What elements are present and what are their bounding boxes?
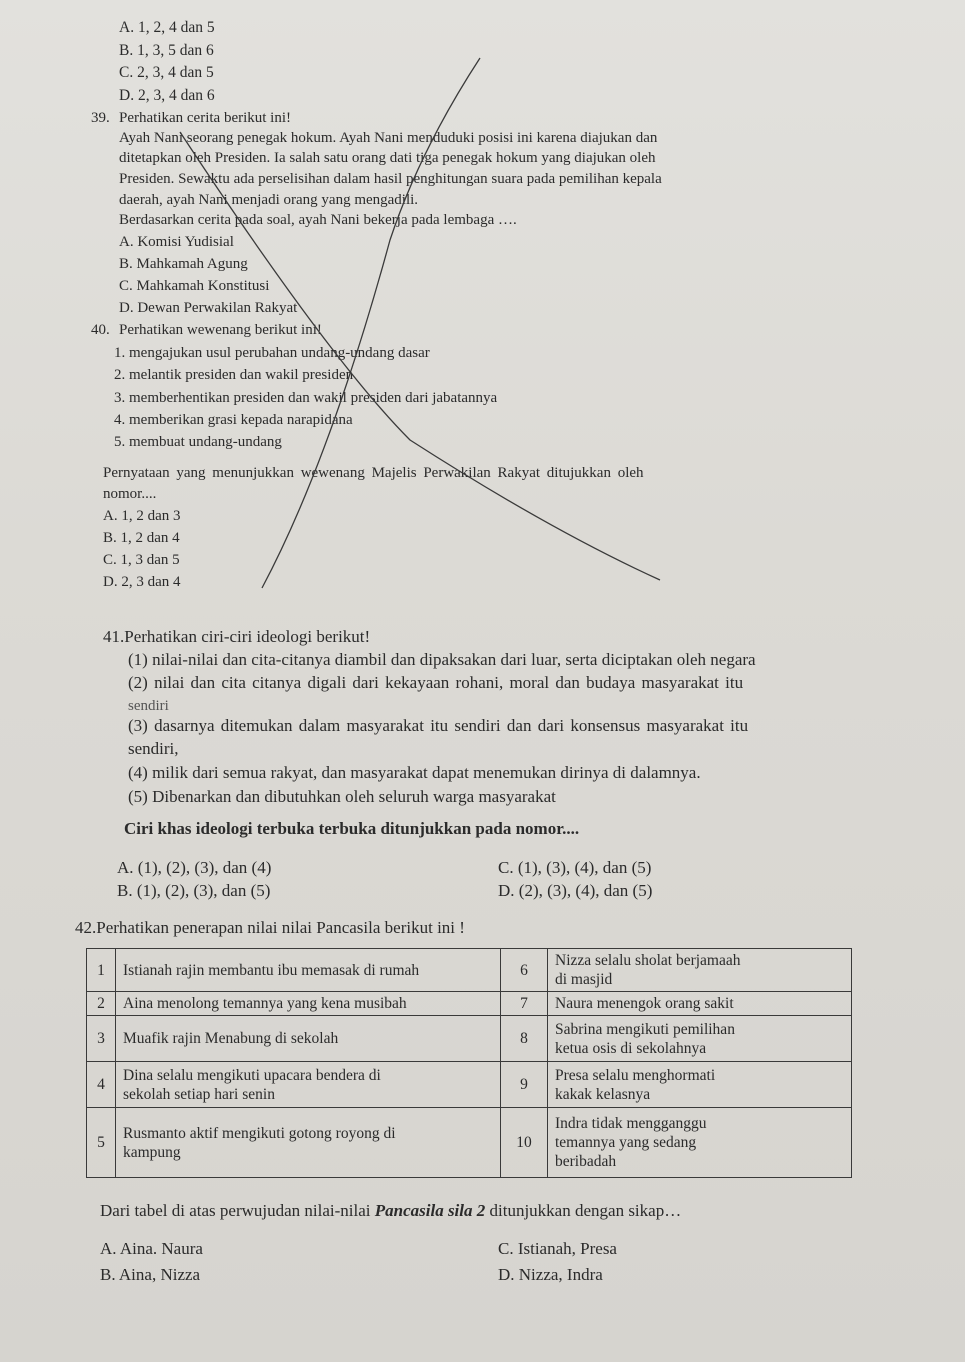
q42-option-a: A. Aina. Naura (100, 1239, 203, 1258)
q40-option-b: B. 1, 2 dan 4 (103, 530, 180, 546)
q40-question: Pernyataan yang menunjukkan wewenang Majelis Perwakilan Rakyat ditujukkan oleh (103, 465, 644, 481)
q40-question-cont: nomor.... (103, 486, 157, 502)
q41-item: (1) nilai-nilai dan cita-citanya diambil dan dipaksakan dari luar, serta diciptakan oleh negara (128, 650, 756, 669)
cell-line: Aina menolong temannya yang kena musibah (123, 995, 407, 1012)
q39-option-d: D. Dewan Perwakilan Rakyat (119, 300, 298, 316)
table-cell-number: 8 (501, 1016, 548, 1062)
table-cell-description (116, 949, 501, 992)
table-cell-description (548, 992, 852, 1016)
cell-line: Istianah rajin membantu ibu memasak di rumah (123, 961, 420, 979)
cell-line: Sabrina mengikuti pemilihan (555, 1020, 735, 1038)
q40-item: 1. mengajukan usul perubahan undang-undang dasar (114, 345, 430, 361)
q40-option-d: D. 2, 3 dan 4 (103, 574, 181, 590)
q41-item: (5) Dibenarkan dan dibutuhkan oleh seluruh warga masyarakat (128, 787, 556, 806)
q41-item-cont: sendiri (128, 698, 169, 714)
q41-title: 41.Perhatikan ciri-ciri ideologi berikut! (103, 627, 371, 646)
cell-line: temannya yang sedang (555, 1134, 697, 1151)
cell-line: Nizza selalu sholat berjamaah (555, 952, 741, 969)
q40-option-a: A. 1, 2 dan 3 (103, 508, 181, 524)
cell-line: beribadah (555, 1153, 617, 1170)
q38-option-b: B. 1, 3, 5 dan 6 (119, 42, 214, 59)
q41-item: (2) nilai dan cita citanya digali dari kekayaan rohani, moral dan budaya masyarakat itu (128, 673, 744, 692)
table-cell-number: 5 (87, 1108, 116, 1178)
q39-question: Berdasarkan cerita pada soal, ayah Nani bekerja pada lembaga …. (119, 212, 517, 228)
q41-option-c: C. (1), (3), (4), dan (5) (498, 858, 652, 877)
table-cell-description (548, 1016, 852, 1062)
cell-line: ketua osis di sekolahnya (555, 1039, 707, 1057)
q40-number: 40. (91, 322, 110, 338)
q38-option-c: C. 2, 3, 4 dan 5 (119, 64, 214, 81)
table-cell-number: 6 (501, 949, 548, 992)
table-cell-description (548, 949, 852, 992)
table-cell-description (548, 1108, 852, 1178)
q42-question-emphasis: Pancasila sila 2 (374, 1201, 486, 1220)
q40-option-c: C. 1, 3 dan 5 (103, 552, 180, 568)
cell-line: kampung (123, 1143, 181, 1161)
q39-story-line: daerah, ayah Nani menjadi orang yang mengadili. (119, 192, 419, 208)
table-cell-number: 9 (501, 1062, 548, 1108)
q40-item: 3. memberhentikan presiden dan wakil presiden dari jabatannya (114, 390, 498, 406)
q40-item: 2. melantik presiden dan wakil presiden (114, 367, 354, 383)
q40-instruction: Perhatikan wewenang berikut ini! (119, 322, 322, 338)
q42-question (100, 1200, 681, 1222)
q41-option-a: A. (1), (2), (3), dan (4) (117, 858, 272, 877)
q39-option-a: A. Komisi Yudisial (119, 234, 234, 250)
table-cell-number: 2 (87, 992, 116, 1016)
table-cell-description (548, 1062, 852, 1108)
q42-option-c: C. Istianah, Presa (498, 1239, 617, 1258)
q41-item-cont: sendiri, (128, 739, 179, 758)
q39-option-b: B. Mahkamah Agung (119, 256, 248, 272)
q39-story-line: ditetapkan oleh Presiden. Ia salah satu orang dati tiga penegak hokum yang diajukan oleh (119, 150, 656, 166)
q41-item: (3) dasarnya ditemukan dalam masyarakat itu sendiri dan dari konsensus masyarakat itu (128, 716, 749, 735)
q39-instruction: Perhatikan cerita berikut ini! (119, 110, 292, 126)
table-cell-number: 3 (87, 1016, 116, 1062)
cell-line: kakak kelasnya (555, 1085, 651, 1103)
q42-title: 42.Perhatikan penerapan nilai nilai Pancasila berikut ini ! (75, 918, 465, 937)
table-cell-number: 4 (87, 1062, 116, 1108)
q41-option-d: D. (2), (3), (4), dan (5) (498, 881, 653, 900)
q39-option-c: C. Mahkamah Konstitusi (119, 278, 270, 294)
q40-item: 4. memberikan grasi kepada narapidana (114, 412, 353, 428)
q38-option-d: D. 2, 3, 4 dan 6 (119, 87, 215, 104)
cell-line: Rusmanto aktif mengikuti gotong royong di (123, 1124, 396, 1142)
cell-line: Presa selalu menghormati (555, 1066, 716, 1084)
q39-number: 39. (91, 110, 110, 126)
cell-line: Muafik rajin Menabung di sekolah (123, 1030, 339, 1047)
cell-line: di masjid (555, 971, 613, 988)
table-row (87, 1062, 852, 1108)
table-cell-description (116, 1062, 501, 1108)
table-cell-description (116, 1016, 501, 1062)
q38-option-a: A. 1, 2, 4 dan 5 (119, 19, 215, 36)
table-cell-number: 10 (501, 1108, 548, 1178)
table-row (87, 949, 852, 992)
q42-question-post: ditunjukkan dengan sikap… (485, 1201, 682, 1220)
q39-story-line: Presiden. Sewaktu ada perselisihan dalam hasil penghitungan suara pada pemilihan kepala (119, 171, 662, 187)
q40-item: 5. membuat undang-undang (114, 434, 282, 450)
table-cell-description (116, 992, 501, 1016)
cell-line: sekolah setiap hari senin (123, 1085, 275, 1103)
table-row (87, 992, 852, 1016)
table-cell-description (116, 1108, 501, 1178)
cell-line: Dina selalu mengikuti upacara bendera di (123, 1066, 381, 1084)
q39-story-line: Ayah Nani seorang penegak hokum. Ayah Nani menduduki posisi ini karena diajukan dan (119, 130, 658, 146)
q41-question: Ciri khas ideologi terbuka terbuka ditunjukkan pada nomor.... (124, 819, 580, 838)
table-cell-number: 1 (87, 949, 116, 992)
table-row (87, 1016, 852, 1062)
cell-line: Naura menengok orang sakit (555, 995, 734, 1012)
q42-question-pre: Dari tabel di atas perwujudan nilai-nilai (100, 1201, 375, 1220)
q41-item: (4) milik dari semua rakyat, dan masyarakat dapat menemukan dirinya di dalamnya. (128, 763, 701, 782)
q42-option-b: B. Aina, Nizza (100, 1265, 201, 1284)
table-cell-number: 7 (501, 992, 548, 1016)
q41-option-b: B. (1), (2), (3), dan (5) (117, 881, 271, 900)
cell-line: Indra tidak mengganggu (555, 1115, 707, 1132)
pancasila-table (86, 948, 852, 1178)
q42-option-d: D. Nizza, Indra (498, 1265, 603, 1284)
table-row (87, 1108, 852, 1178)
